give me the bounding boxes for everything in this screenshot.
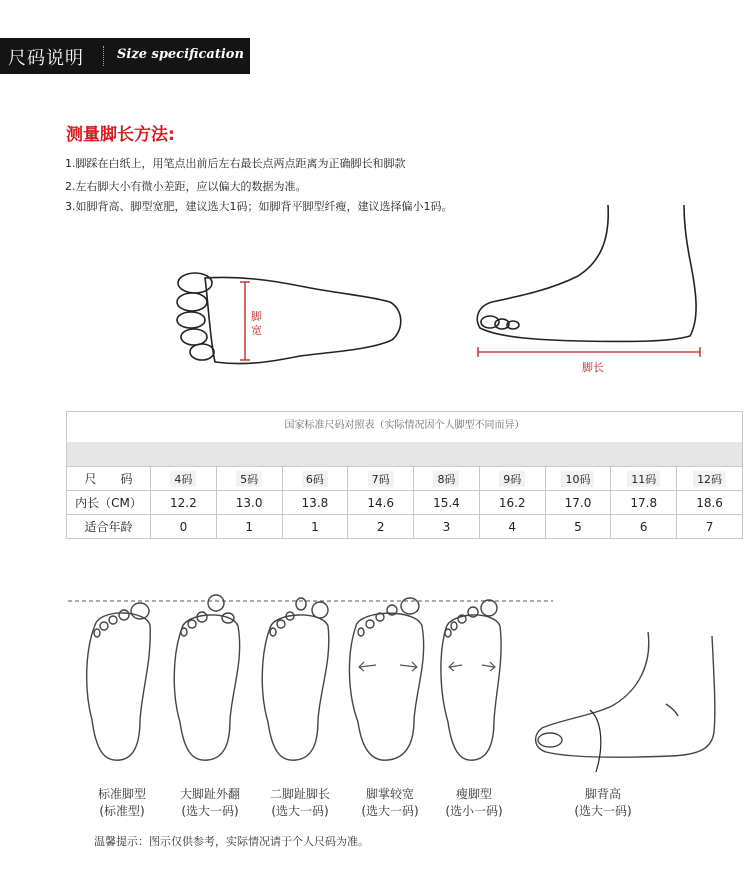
age-cell: 5 [545, 515, 611, 539]
length-cell: 18.6 [677, 491, 743, 515]
table-row-length [67, 491, 743, 515]
high-instep-measure-line [590, 710, 601, 772]
size-value: 5码 [236, 471, 262, 487]
reference-tip: 温馨提示：图示仅供参考，实际情况请于个人尺码为准。 [94, 835, 369, 848]
age-cell: 2 [348, 515, 414, 539]
size-cell [611, 467, 677, 491]
foot-type-name: 脚背高 [584, 787, 621, 801]
length-cell: 15.4 [414, 491, 480, 515]
size-table-grid [66, 466, 743, 539]
method-step-3: 3.如脚背高、脚型宽肥，建议选大1码；如脚背平脚型纤瘦，建议选择偏小1码。 [65, 200, 453, 213]
foot-type-name: 二脚趾脚长 [269, 787, 330, 801]
length-cell: 12.2 [151, 491, 217, 515]
size-cell [282, 467, 348, 491]
foot-type-high-instep-illustration [536, 632, 715, 757]
foot-type-caption [419, 786, 529, 820]
foot-type-bunion-illustration [174, 595, 239, 760]
age-cell: 7 [677, 515, 743, 539]
size-value: 12码 [693, 471, 726, 487]
size-cell [348, 467, 414, 491]
table-row-size [67, 467, 743, 491]
age-cell: 4 [479, 515, 545, 539]
size-table-band [66, 442, 743, 466]
wide-foot-width-arrows [359, 662, 495, 671]
size-cell [479, 467, 545, 491]
size-cell [151, 467, 217, 491]
foot-type-note: (选大一码) [361, 804, 419, 818]
method-step-2: 2.左右脚大小有微小差距，应以偏大的数据为准。 [65, 180, 307, 193]
length-cell: 13.0 [216, 491, 282, 515]
length-cell: 16.2 [479, 491, 545, 515]
foot-type-name: 瘦脚型 [455, 787, 492, 801]
size-cell [414, 467, 480, 491]
size-value: 8码 [433, 471, 459, 487]
foot-type-note: (选大一码) [271, 804, 329, 818]
width-measure-line [240, 282, 250, 360]
size-cell [677, 467, 743, 491]
size-value: 4码 [170, 471, 196, 487]
size-cell [216, 467, 282, 491]
foot-type-note: (选大一码) [181, 804, 239, 818]
length-cell: 17.8 [611, 491, 677, 515]
size-value: 9码 [499, 471, 525, 487]
age-cell: 1 [282, 515, 348, 539]
length-cell: 14.6 [348, 491, 414, 515]
method-title: 测量脚长方法: [66, 125, 175, 145]
foot-width-label: 脚宽 [251, 310, 262, 337]
foot-type-note: (选大一码) [574, 804, 632, 818]
size-cell [545, 467, 611, 491]
foot-length-label: 脚长 [582, 361, 604, 374]
method-step-1: 1.脚踩在白纸上，用笔点出前后左右最长点两点距离为正确脚长和脚款 [65, 157, 406, 170]
header-title-cn: 尺码说明 [8, 48, 84, 69]
foot-type-name: 脚掌较宽 [365, 787, 414, 801]
foot-type-note: (标准型) [99, 804, 145, 818]
foot-type-long-second-toe-illustration [262, 598, 329, 760]
foot-type-slim-illustration [441, 600, 501, 760]
row-header-size: 尺 码 [67, 467, 151, 491]
size-value: 6码 [302, 471, 328, 487]
age-cell: 6 [611, 515, 677, 539]
size-value: 10码 [561, 471, 594, 487]
foot-type-caption [548, 786, 658, 820]
length-cell: 13.8 [282, 491, 348, 515]
foot-type-note: (选小一码) [445, 804, 503, 818]
size-table-title: 国家标准尺码对照表（实际情况因个人脚型不同而异） [66, 411, 743, 442]
foot-side-view-illustration [477, 205, 696, 341]
size-value: 11码 [627, 471, 660, 487]
size-table [66, 411, 743, 539]
age-cell: 0 [151, 515, 217, 539]
foot-type-name: 标准脚型 [97, 787, 146, 801]
foot-type-standard-illustration [87, 603, 151, 760]
foot-type-wide-illustration [349, 598, 423, 760]
age-cell: 1 [216, 515, 282, 539]
length-cell: 17.0 [545, 491, 611, 515]
size-value: 7码 [368, 471, 394, 487]
row-header-length: 内长（CM） [67, 491, 151, 515]
length-measure-line [478, 347, 700, 357]
foot-type-name: 大脚趾外翻 [179, 787, 240, 801]
age-cell: 3 [414, 515, 480, 539]
foot-top-view-illustration [177, 273, 401, 364]
row-header-age: 适合年龄 [67, 515, 151, 539]
header-title-en: Size specification [117, 47, 244, 62]
table-row-age [67, 515, 743, 539]
